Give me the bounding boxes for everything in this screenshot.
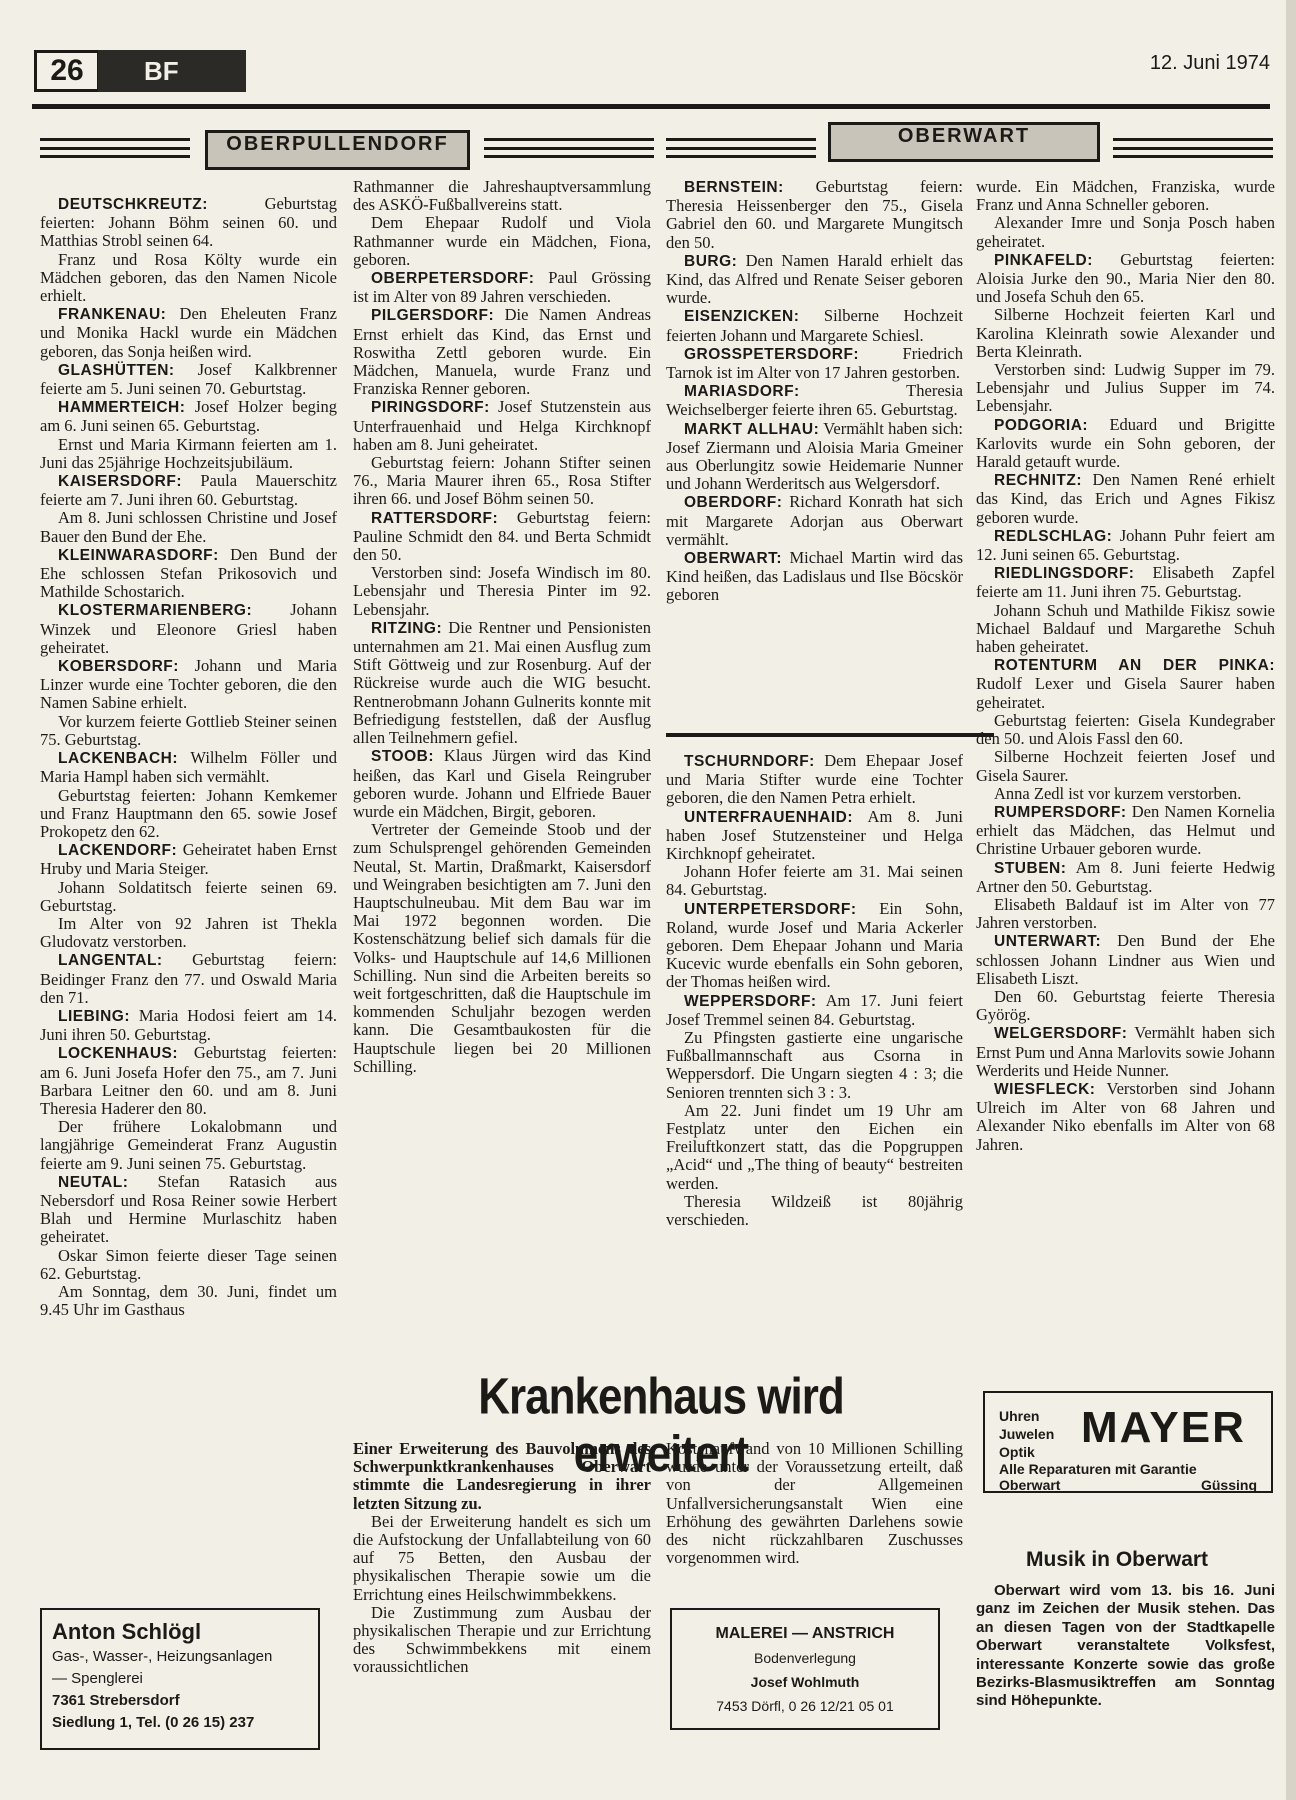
place-name: UNTERWART: bbox=[994, 933, 1102, 951]
ornament-bars bbox=[666, 138, 816, 158]
paragraph: Silberne Hochzeit feierten Josef und Gisela Saurer. bbox=[976, 747, 1275, 785]
place-name: PILGERSDORF: bbox=[371, 307, 495, 325]
paragraph: Geburtstag feierten: Gisela Kundegraber den 50. und Alois Fassl den 60. bbox=[976, 710, 1275, 749]
paragraph: Ernst und Maria Kirmann feierten am 1. Juni das 25jährige Hochzeitsjubiläum. bbox=[40, 434, 337, 472]
paragraph: Franz und Rosa Költy wurde ein Mädchen geboren, das den Namen Nicole erhielt. bbox=[40, 249, 337, 306]
paragraph: MARIASDORF: Theresia Weichselberger feierte ihren 65. Geburtstag. bbox=[666, 381, 963, 420]
place-name: NEUTAL: bbox=[58, 1173, 129, 1191]
place-name: RITZING: bbox=[371, 619, 443, 637]
paragraph: LOCKENHAUS: Geburtstag feierten: am 6. Juni Josefa Hofer den 75., am 7. Juni Barbara Leitner den 60. und am 8. Juni Theresia Haderer den 80. bbox=[40, 1043, 337, 1118]
paragraph: KLOSTERMARIENBERG: Johann Winzek und Eleonore Griesl haben geheiratet. bbox=[40, 600, 337, 657]
paragraph: UNTERPETERSDORF: Ein Sohn, Roland, wurde Josef und Maria Ackerler geboren. Dem Ehepaar Johann und Maria Kucevic wurde ebenfalls ein Sohn geboren, der Thomas heißen wird. bbox=[666, 898, 963, 992]
paragraph: Alexander Imre und Sonja Posch haben geheiratet. bbox=[976, 213, 1275, 251]
paragraph: KOBERSDORF: Johann und Maria Linzer wurde eine Tochter geboren, die den Namen Sabine erhielt. bbox=[40, 656, 337, 713]
paragraph: RITZING: Die Rentner und Pensionisten unternahmen am 21. Mai einen Ausflug zum Stift Göttweig und zur Rosenburg. Auf der Rückreise wurde auch die WIG besucht. Rentnerobmann Johann Gulnerits konnte mit Befriedigung feststellen, daß der Ausflug allen Teilnehmern gefiel. bbox=[353, 617, 651, 748]
place-name: OBERWART: bbox=[684, 550, 783, 568]
ad-mayer-small3: Optik bbox=[999, 1444, 1035, 1460]
paragraph: TSCHURNDORF: Dem Ehepaar Josef und Maria Stifter wurde eine Tochter geboren, die den Namen Petra erhielt. bbox=[666, 751, 963, 808]
paragraph: Johann Soldatitsch feierte seinen 69. Geburtstag. bbox=[40, 877, 337, 915]
place-name: PIRINGSDORF: bbox=[371, 399, 490, 417]
ad-schloegl-line3: 7361 Strebersdorf bbox=[52, 1692, 180, 1709]
article-column-1 bbox=[353, 1440, 651, 1677]
header-rule bbox=[32, 104, 1270, 109]
place-name: PINKAFELD: bbox=[994, 251, 1093, 269]
place-name: MARKT ALLHAU: bbox=[684, 420, 820, 438]
paragraph: Johann Schuh und Mathilde Fikisz sowie Michael Baldauf und Margarethe Schuh haben geheiratet. bbox=[976, 600, 1275, 657]
paragraph: Zu Pfingsten gastierte eine ungarische Fußballmannschaft aus Csorna in Weppersdorf. Die Ungarn siegten 4 : 3; die Senioren trennten sich 3 : 3. bbox=[666, 1028, 963, 1102]
place-name: STUBEN: bbox=[994, 859, 1067, 877]
paragraph: Vertreter der Gemeinde Stoob und der zum Schulsprengel gehörenden Gemeinden Neutal, St. Martin, Draßmarkt, Kaisersdorf und Weingraben besichtigten am 7. Juni den Hauptschulneubau. Mit dem Bau war im Mai 1972 begonnen worden. Die Kostenschätzung belief sich damals für die Volks- und Hauptschule auf 14,6 Millionen Schilling. Nun sind die Arbeiten bereits so weit fortgeschritten, daß die Hauptschule im kommenden Schuljahr bezogen werden kann. Die Gesamtbaukosten für die Hauptschule liegen bei 20 Millionen Schilling. bbox=[353, 820, 651, 1076]
ad-malerei-title: MALEREI — ANSTRICH bbox=[715, 1625, 895, 1642]
ad-mayer-line2 bbox=[999, 1477, 1257, 1493]
place-name: LANGENTAL: bbox=[58, 952, 163, 970]
paragraph: KLEINWARASDORF: Den Bund der Ehe schlossen Stefan Prikosovich und Mathilde Schostarich. bbox=[40, 544, 337, 602]
paragraph: Die Zustimmung zum Ausbau der physikalischen Therapie und zur Errichtung des Schwimmbekkens mit einem voraussichtlichen bbox=[353, 1602, 651, 1677]
paragraph: Am 8. Juni schlossen Christine und Josef Bauer den Bund der Ehe. bbox=[40, 508, 337, 546]
place-name: LOCKENHAUS: bbox=[58, 1045, 179, 1063]
paragraph: Verstorben sind: Ludwig Supper im 79. Lebensjahr und Julius Supper im 74. Lebensjahr. bbox=[976, 360, 1275, 416]
paragraph: UNTERWART: Den Bund der Ehe schlossen Johann Lindner aus Wien und Elisabeth Liszt. bbox=[976, 931, 1275, 988]
place-name: KLOSTERMARIENBERG: bbox=[58, 602, 253, 620]
paragraph: PODGORIA: Eduard und Brigitte Karlovits wurde ein Sohn geboren, der Harald getauft wurde. bbox=[976, 414, 1275, 472]
place-name: BURG: bbox=[684, 252, 738, 270]
region-header-oberwart: OBERWART bbox=[828, 122, 1100, 162]
place-name: MARIASDORF: bbox=[684, 383, 800, 401]
column-oberpullendorf-2 bbox=[353, 178, 651, 1076]
paragraph: wurde. Ein Mädchen, Franziska, wurde Franz und Anna Schneller geboren. bbox=[976, 177, 1275, 215]
ad-schloegl-line4: Siedlung 1, Tel. (0 26 15) 237 bbox=[52, 1714, 255, 1731]
paragraph: Kostenaufwand von 10 Millionen Schilling wurde unter der Voraussetzung erteilt, daß von der Allgemeinen Unfallversicherungsanstalt Wien eine Erhöhung des gewährten Darlehens sowie des nicht rückzahlbaren Zuschusses vorgenommen wird. bbox=[666, 1439, 963, 1568]
section-label: BF bbox=[98, 50, 246, 92]
ad-schloegl-name: Anton Schlögl bbox=[52, 1619, 202, 1644]
place-name: LACKENDORF: bbox=[58, 842, 178, 860]
ornament-bars bbox=[484, 138, 654, 158]
issue-date: 12. Juni 1974 bbox=[1149, 52, 1270, 74]
ornament-bars bbox=[1113, 138, 1273, 158]
paragraph: RATTERSDORF: Geburtstag feiern: Pauline Schmidt den 84. und Berta Schmidt den 50. bbox=[353, 507, 651, 565]
place-name: OBERDORF: bbox=[684, 494, 783, 512]
ad-malerei bbox=[670, 1608, 940, 1730]
paragraph: BURG: Den Namen Harald erhielt das Kind, das Alfred und Renate Seiser geboren wurde. bbox=[666, 250, 963, 308]
paragraph: Bei der Erweiterung handelt es sich um die Aufstockung der Unfallabteilung von 60 auf 75 Betten, den Ausbau der physikalischen Therapie sowie um die Errichtung eines Heilschwimmbekkens. bbox=[353, 1511, 651, 1604]
paragraph: Rathmanner die Jahreshauptversammlung des ASKÖ-Fußballvereins statt. bbox=[353, 177, 651, 215]
paragraph: DEUTSCHKREUTZ: Geburtstag feierten: Johann Böhm seinen 60. und Matthias Strobl seinen 64. bbox=[40, 194, 337, 251]
paragraph: LACKENDORF: Geheiratet haben Ernst Hruby und Maria Steiger. bbox=[40, 840, 337, 879]
paragraph: Geburtstag feiern: Johann Stifter seinen 76., Maria Maurer ihren 65., Rosa Stifter ihren 66. und Josef Böhm seinen 50. bbox=[353, 453, 651, 509]
paragraph: GROSSPETERSDORF: Friedrich Tarnok ist im Alter von 17 Jahren gestorben. bbox=[666, 343, 963, 383]
place-name: TSCHURNDORF: bbox=[684, 753, 815, 770]
paragraph: PIRINGSDORF: Josef Stutzenstein aus Unterfrauenhaid und Helga Kirchknopf haben am 8. Juni geheiratet. bbox=[353, 397, 651, 454]
paragraph: WELGERSDORF: Vermählt haben sich Ernst Pum und Anna Marlovits sowie Johann Werderits und Heide Nunner. bbox=[976, 1023, 1275, 1080]
place-name: LACKENBACH: bbox=[58, 750, 179, 768]
paragraph: NEUTAL: Stefan Ratasich aus Nebersdorf und Rosa Reiner sowie Herbert Blah und Hermine Murlaschitz haben geheiratet. bbox=[40, 1171, 337, 1247]
paragraph: Elisabeth Baldauf ist im Alter von 77 Jahren verstorben. bbox=[976, 894, 1275, 933]
paragraph: STUBEN: Am 8. Juni feierte Hedwig Artner den 50. Geburtstag. bbox=[976, 857, 1275, 896]
place-name: RUMPERSDORF: bbox=[994, 803, 1127, 821]
paragraph: LACKENBACH: Wilhelm Föller und Maria Hampl haben sich vermählt. bbox=[40, 748, 337, 787]
ornament-bars bbox=[40, 138, 190, 158]
paragraph: PINKAFELD: Geburtstag feierten: Aloisia Jurke den 90., Maria Nier den 80. und Josefa Schuh den 65. bbox=[976, 249, 1275, 307]
paragraph: Oskar Simon feierte dieser Tage seinen 62. Geburtstag. bbox=[40, 1245, 337, 1283]
paragraph: Den 60. Geburtstag feierte Theresia Györög. bbox=[976, 986, 1275, 1025]
place-name: OBERPETERSDORF: bbox=[371, 270, 535, 288]
column-oberpullendorf-1 bbox=[40, 195, 337, 1319]
paragraph: UNTERFRAUENHAID: Am 8. Juni haben Josef Stutzensteiner und Helga Kirchknopf geheiratet. bbox=[666, 806, 963, 864]
paragraph: Am Sonntag, dem 30. Juni, findet um 9.45 Uhr im Gasthaus bbox=[40, 1281, 337, 1320]
ad-mayer-town1: Oberwart bbox=[999, 1477, 1061, 1493]
place-name: GROSSPETERSDORF: bbox=[684, 345, 860, 363]
place-name: STOOB: bbox=[371, 748, 434, 766]
place-name: DEUTSCHKREUTZ: bbox=[58, 196, 208, 213]
ad-mayer-town2: Güssing bbox=[1200, 1477, 1257, 1493]
paragraph: Vor kurzem feierte Gottlieb Steiner seinen 75. Geburtstag. bbox=[40, 711, 337, 749]
place-name: RIEDLINGSDORF: bbox=[994, 565, 1135, 583]
paragraph: Geburtstag feierten: Johann Kemkemer und Franz Hauptmann den 65. sowie Josef Prokopetz den 62. bbox=[40, 785, 337, 841]
place-name: BERNSTEIN: bbox=[684, 179, 784, 196]
ad-mayer-line1: Alle Reparaturen mit Garantie bbox=[999, 1461, 1197, 1477]
ad-schloegl-line2: — Spenglerei bbox=[52, 1670, 143, 1687]
ad-schloegl-line1: Gas-, Wasser-, Heizungsanlagen bbox=[52, 1648, 273, 1665]
paragraph: OBERWART: Michael Martin wird das Kind heißen, das Ladislaus und Ilse Böcskör geboren bbox=[666, 548, 963, 605]
paragraph: Im Alter von 92 Jahren ist Thekla Gludovatz verstorben. bbox=[40, 913, 337, 952]
place-name: UNTERPETERSDORF: bbox=[684, 900, 857, 918]
place-name: EISENZICKEN: bbox=[684, 308, 800, 326]
musik-text bbox=[976, 1582, 1275, 1711]
paragraph: BERNSTEIN: Geburtstag feiern: Theresia Heissenberger den 75., Gisela Gabriel den 60. und Margarete Mungitsch den 50. bbox=[666, 177, 963, 252]
paragraph: RECHNITZ: Den Namen René erhielt das Kind, das Erich und Agnes Fikisz geboren wurde. bbox=[976, 470, 1275, 527]
page-number: 26 bbox=[34, 50, 100, 92]
paragraph: OBERDORF: Richard Konrath hat sich mit Margarete Adorjan aus Oberwart vermählt. bbox=[666, 492, 963, 549]
paragraph: LANGENTAL: Geburtstag feiern: Beidinger Franz den 77. und Oswald Maria den 71. bbox=[40, 950, 337, 1007]
paragraph: RIEDLINGSDORF: Elisabeth Zapfel feierte am 11. Juni ihren 75. Geburtstag. bbox=[976, 563, 1275, 602]
ad-mayer-small2: Juwelen bbox=[999, 1426, 1055, 1442]
column-oberwart-2 bbox=[976, 178, 1275, 1154]
region-header-oberpullendorf: OBERPULLENDORF bbox=[205, 130, 470, 170]
paragraph: PILGERSDORF: Die Namen Andreas Ernst erhielt das Kind, das Ernst und Roswitha Zettl geboren wurde. Ein Mädchen, Manuela, wurde Franz und Franziska Renner geboren. bbox=[353, 305, 651, 399]
place-name: PODGORIA: bbox=[994, 416, 1089, 434]
ad-malerei-sub: Bodenverlegung bbox=[754, 1650, 856, 1666]
column-oberwart-1 bbox=[666, 178, 963, 605]
paragraph: KAISERSDORF: Paula Mauerschitz feierte am 7. Juni ihren 60. Geburtstag. bbox=[40, 471, 337, 510]
page-edge bbox=[1286, 0, 1296, 1800]
paragraph: ROTENTURM AN DER PINKA: Rudolf Lexer und Gisela Saurer haben geheiratet. bbox=[976, 657, 1275, 712]
place-name: FRANKENAU: bbox=[58, 306, 167, 324]
ad-mayer-products bbox=[999, 1407, 1054, 1461]
place-name: LIEBING: bbox=[58, 1007, 131, 1025]
place-name: KAISERSDORF: bbox=[58, 473, 182, 491]
article-column-2 bbox=[666, 1440, 963, 1567]
paragraph: RUMPERSDORF: Den Namen Kornelia erhielt das Mädchen, das Helmut und Christine Urbauer geboren wurde. bbox=[976, 801, 1275, 859]
place-name: ROTENTURM AN DER PINKA: bbox=[994, 657, 1275, 675]
paragraph: LIEBING: Maria Hodosi feiert am 14. Juni ihren 50. Geburtstag. bbox=[40, 1005, 337, 1045]
ad-malerei-name: Josef Wohlmuth bbox=[750, 1674, 860, 1690]
ad-mayer-name: MAYER bbox=[1081, 1403, 1246, 1452]
paragraph: GLASHÜTTEN: Josef Kalkbrenner feierte am 5. Juni seinen 70. Geburtstag. bbox=[40, 359, 337, 399]
paragraph: WIESFLECK: Verstorben sind Johann Ulreich im Alter von 68 Jahren und Alexander Niko ebenfalls im Alter von 68 Jahren. bbox=[976, 1078, 1275, 1154]
place-name: REDLSCHLAG: bbox=[994, 527, 1113, 545]
paragraph: Am 22. Juni findet um 19 Uhr am Festplatz unter den Eichen ein Freiluftkonzert statt, das die Popgruppen „Acid“ und „The thing of beauty“ bestreiten werden. bbox=[666, 1100, 963, 1193]
paragraph: Verstorben sind: Josefa Windisch im 80. Lebensjahr und Theresia Pinter im 92. Lebensjahr. bbox=[353, 563, 651, 619]
paragraph: Theresia Wildzeiß ist 80jährig verschieden. bbox=[666, 1191, 963, 1230]
paragraph: Dem Ehepaar Rudolf und Viola Rathmanner wurde ein Mädchen, Fiona, geboren. bbox=[353, 213, 651, 269]
ad-malerei-address: 7453 Dörfl, 0 26 12/21 05 01 bbox=[716, 1698, 894, 1714]
article-headline: Krankenhaus wird erweitert bbox=[478, 1368, 844, 1483]
place-name: WELGERSDORF: bbox=[994, 1025, 1128, 1043]
paragraph: Der frühere Lokalobmann und langjährige Gemeinderat Franz Augustin feierte am 9. Juni seinen 75. Geburtstag. bbox=[40, 1117, 337, 1173]
paragraph: WEPPERSDORF: Am 17. Juni feiert Josef Tremmel seinen 84. Geburtstag. bbox=[666, 990, 963, 1029]
paragraph: HAMMERTEICH: Josef Holzer beging am 6. Juni seinen 65. Geburtstag. bbox=[40, 397, 337, 436]
paragraph: REDLSCHLAG: Johann Puhr feiert am 12. Juni seinen 65. Geburtstag. bbox=[976, 525, 1275, 565]
column-separator bbox=[666, 733, 994, 737]
paragraph: Johann Hofer feierte am 31. Mai seinen 84. Geburtstag. bbox=[666, 862, 963, 900]
musik-headline: Musik in Oberwart bbox=[1026, 1548, 1209, 1571]
column-oberpullendorf-3 bbox=[666, 752, 963, 1229]
ad-mayer bbox=[983, 1391, 1273, 1493]
place-name: RECHNITZ: bbox=[994, 472, 1083, 490]
place-name: RATTERSDORF: bbox=[371, 509, 499, 527]
paragraph: STOOB: Klaus Jürgen wird das Kind heißen, das Karl und Gisela Reingruber geboren wurde. Johann und Elfriede Bauer wurde ein Mädchen, Birgit, geboren. bbox=[353, 746, 651, 821]
place-name: WIESFLECK: bbox=[994, 1080, 1096, 1098]
place-name: GLASHÜTTEN: bbox=[58, 361, 175, 379]
ad-schloegl bbox=[40, 1608, 320, 1750]
paragraph: OBERPETERSDORF: Paul Grössing ist im Alter von 89 Jahren verschieden. bbox=[353, 268, 651, 307]
paragraph: Anna Zedl ist vor kurzem verstorben. bbox=[994, 783, 1242, 803]
paragraph: EISENZICKEN: Silberne Hochzeit feierten Johann und Margarete Schiesl. bbox=[666, 306, 963, 345]
place-name: HAMMERTEICH: bbox=[58, 399, 186, 417]
place-name: KLEINWARASDORF: bbox=[58, 546, 219, 564]
place-name: WEPPERSDORF: bbox=[684, 992, 817, 1010]
paragraph: Einer Erweiterung des Bauvolumens des Schwerpunktkrankenhauses Oberwart stimmte die Landesregierung in ihrer letzten Sitzung zu. bbox=[353, 1439, 651, 1513]
paragraph: Silberne Hochzeit feierten Karl und Karolina Kleinrath sowie Alexander und Berta Kleinrath. bbox=[976, 305, 1275, 361]
place-name: KOBERSDORF: bbox=[58, 658, 179, 676]
ad-mayer-small1: Uhren bbox=[999, 1408, 1040, 1424]
musik-paragraph: Oberwart wird vom 13. bis 16. Juni ganz im Zeichen der Musik stehen. Das an diesen Tagen von der Stadtkapelle Oberwart veranstaltete Volksfest, interessante Konzerte sowie das große Bezirks-Blasmusiktreffen am Sonntag sind Höhepunkte. bbox=[976, 1582, 1275, 1710]
paragraph: FRANKENAU: Den Eheleuten Franz und Monika Hackl wurde ein Mädchen geboren, das Sonja heißen wird. bbox=[40, 304, 337, 361]
place-name: UNTERFRAUENHAID: bbox=[684, 808, 854, 826]
paragraph: MARKT ALLHAU: Vermählt haben sich: Josef Ziermann und Aloisia Maria Gmeiner aus Oberlungitz sowie Heidemarie Nunner und Johann Werderitsch aus Welgersdorf. bbox=[666, 418, 963, 494]
